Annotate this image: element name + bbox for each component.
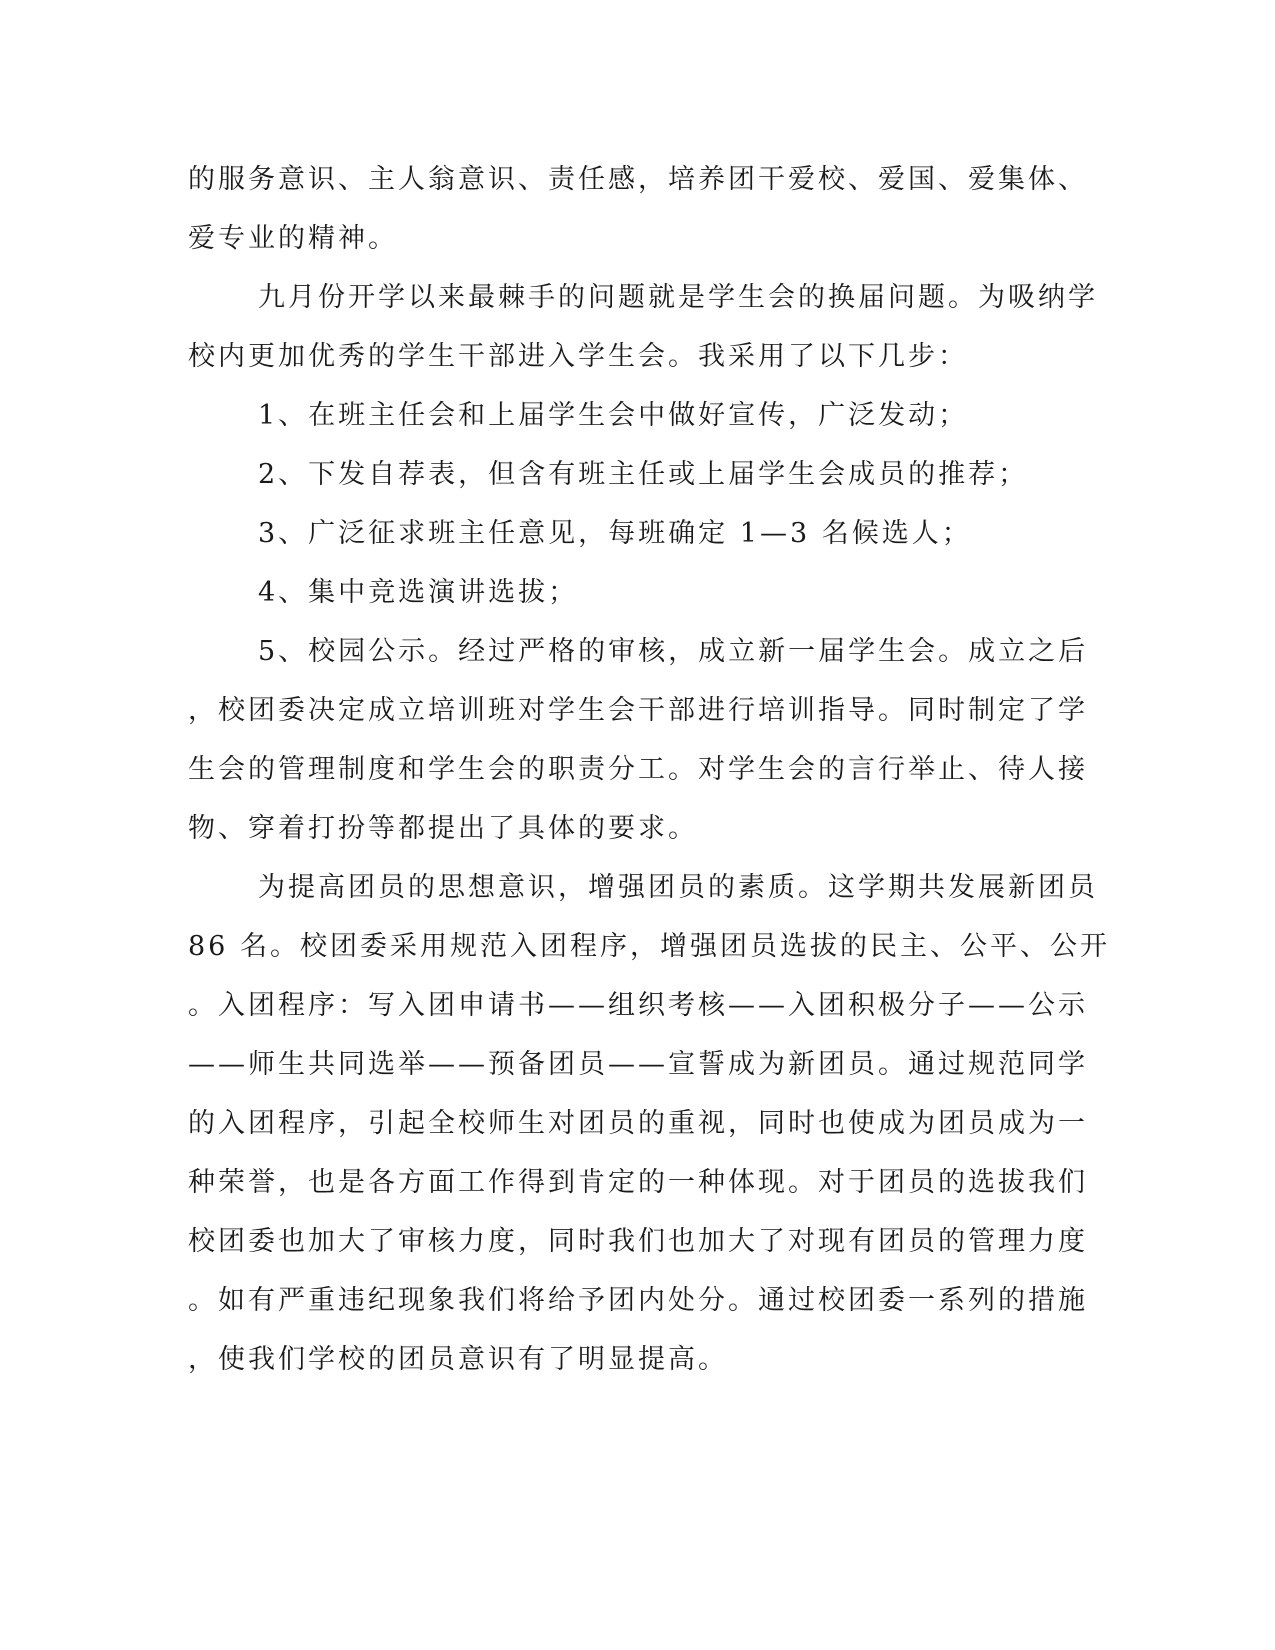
text-line: 校内更加优秀的学生干部进入学生会。我采用了以下几步： — [188, 341, 968, 372]
text-line: 的服务意识、主人翁意识、责任感，培养团干爱校、爱国、爱集体、 — [188, 164, 1088, 195]
list-item: 3、广泛征求班主任意见，每班确定 1—3 名候选人； — [258, 518, 972, 549]
text-line: 生会的管理制度和学生会的职责分工。对学生会的言行举止、待人接 — [188, 754, 1088, 785]
list-item: 5、校园公示。经过严格的审核，成立新一届学生会。成立之后 — [258, 636, 1089, 667]
text-line: 爱专业的精神。 — [188, 223, 398, 254]
text-line: ，使我们学校的团员意识有了明显提高。 — [188, 1344, 728, 1375]
text-line: 校团委也加大了审核力度，同时我们也加大了对现有团员的管理力度 — [188, 1226, 1088, 1257]
paragraph-start-line: 九月份开学以来最棘手的问题就是学生会的换届问题。为吸纳学 — [258, 282, 1098, 313]
list-item: 4、集中竞选演讲选拔； — [258, 577, 579, 608]
list-item: 1、在班主任会和上届学生会中做好宣传，广泛发动； — [258, 400, 969, 431]
paragraph-start-line: 为提高团员的思想意识，增强团员的素质。这学期共发展新团员 — [258, 872, 1098, 903]
text-line: 种荣誉，也是各方面工作得到肯定的一种体现。对于团员的选拔我们 — [188, 1167, 1088, 1198]
text-line: 。入团程序：写入团申请书——组织考核——入团积极分子——公示 — [188, 990, 1088, 1021]
text-line: 。如有严重违纪现象我们将给予团内处分。通过校团委一系列的措施 — [188, 1285, 1088, 1316]
text-line: 物、穿着打扮等都提出了具体的要求。 — [188, 813, 698, 844]
list-item: 2、下发自荐表，但含有班主任或上届学生会成员的推荐； — [258, 459, 1029, 490]
text-line: 的入团程序，引起全校师生对团员的重视，同时也使成为团员成为一 — [188, 1108, 1088, 1139]
text-line: ，校团委决定成立培训班对学生会干部进行培训指导。同时制定了学 — [188, 695, 1088, 726]
text-line: ——师生共同选举——预备团员——宣誓成为新团员。通过规范同学 — [188, 1049, 1088, 1080]
text-line: 86 名。校团委采用规范入团程序，增强团员选拔的民主、公平、公开 — [188, 931, 1110, 962]
